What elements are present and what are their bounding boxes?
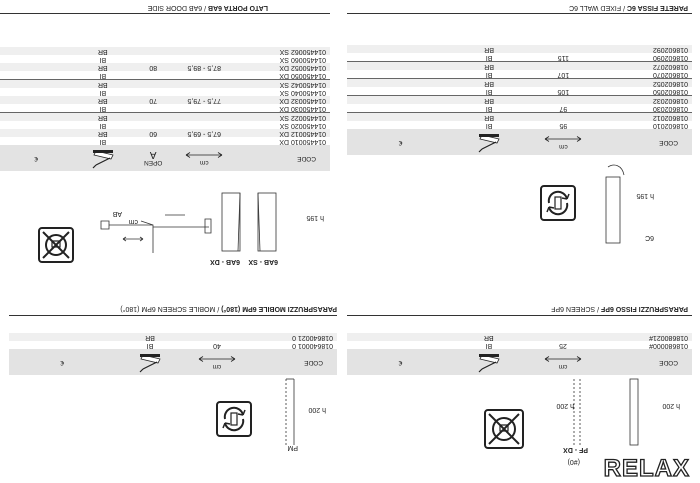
cell-code: 018680021#: [602, 333, 692, 341]
mobile-screen-drawing: [276, 367, 300, 449]
cell-code: 018640001 0: [249, 341, 337, 349]
cell-price: [347, 113, 454, 122]
cell-size: 77,5 - 79,5: [173, 96, 235, 104]
cell-code: 018602030: [603, 104, 692, 113]
cell-code: 014450012 DX: [235, 129, 330, 137]
cell-code: 014450052 DX: [235, 63, 330, 71]
cell-size: [173, 121, 235, 129]
table-row: [347, 333, 692, 341]
cell-size: 107: [524, 70, 603, 79]
door-height-label: h 195: [306, 214, 324, 221]
cell-code: 014450040 SX: [235, 88, 330, 96]
table-row: [0, 121, 330, 129]
cell-depth: 80: [133, 63, 173, 71]
cell-finish: BI: [454, 70, 524, 79]
finish-brush-icon: [476, 134, 502, 154]
table-row: [0, 104, 330, 113]
cell-price: [347, 45, 454, 53]
cell-code: 014450062 SX: [235, 47, 330, 55]
cell-code: 014450032 DX: [235, 96, 330, 104]
cell-price: [9, 341, 115, 349]
door-plan-drawing: [93, 195, 213, 255]
width-arrow-icon: [197, 357, 237, 363]
fixed-title-rule: [347, 13, 692, 14]
cell-size: 87,5 - 89,5: [173, 63, 235, 71]
table-row: [0, 137, 330, 145]
cell-size: 105: [524, 87, 603, 96]
cell-finish: BR: [454, 62, 524, 71]
mobile-title-rule: [9, 315, 337, 316]
cell-finish: BI: [454, 121, 524, 129]
cell-size: [173, 113, 235, 122]
cell-code: 014450042 SX: [235, 80, 330, 89]
cell-price: [347, 104, 454, 113]
no-cut-icon: [38, 227, 74, 263]
screen-title-rule: [347, 315, 692, 316]
table-row: [9, 341, 337, 349]
cell-finish: BR: [454, 113, 524, 122]
cell-code: 014450050 DX: [235, 71, 330, 80]
cell-finish: BR: [72, 63, 133, 71]
table-row: [347, 87, 692, 96]
door-side-title: LATO PORTA 6AB / 6AB DOOR SIDE: [147, 4, 268, 11]
col-finish: [115, 349, 184, 375]
cell-finish: BI: [454, 87, 524, 96]
col-open: OPEN A: [133, 145, 173, 171]
cell-size: [524, 113, 603, 122]
fixed-screen-drawing-b: [564, 369, 588, 449]
col-finish: [454, 349, 524, 375]
cell-depth: 70: [133, 96, 173, 104]
cell-code: 018602032: [603, 96, 692, 105]
cell-finish: BR: [454, 79, 524, 88]
table-row: [9, 333, 337, 341]
fixed-code-label: 6C: [645, 234, 654, 241]
cell-depth: [133, 88, 173, 96]
table-row: [0, 71, 330, 80]
door-sx-label: 6AB - SX: [248, 258, 278, 265]
table-row: [347, 341, 692, 349]
cell-size: [173, 55, 235, 63]
cell-finish: BR: [72, 96, 133, 104]
col-cm: cm: [185, 349, 250, 375]
col-code: CODE: [235, 145, 330, 171]
cell-depth: [133, 104, 173, 113]
cell-code: 018602050: [603, 87, 692, 96]
mobile-height-label: h 200: [308, 406, 326, 413]
cell-size: [173, 104, 235, 113]
cell-price: [0, 47, 72, 55]
table-header: [0, 145, 330, 171]
table-row: [0, 96, 330, 104]
cell-price: [0, 80, 72, 89]
col-finish: [454, 129, 524, 155]
table-row: [0, 47, 330, 55]
col-cm: cm: [524, 129, 603, 155]
table-row: [0, 55, 330, 63]
col-code: CODE: [603, 129, 692, 155]
screen-height-label-a: h 200: [662, 402, 680, 409]
col-euro: €: [9, 349, 115, 375]
cell-code: 014450030 DX: [235, 104, 330, 113]
width-arrow-icon: [543, 137, 583, 143]
table-row: [347, 96, 692, 105]
table-row: [347, 113, 692, 122]
cell-code: 018602090: [603, 53, 692, 62]
finish-brush-icon: [476, 354, 502, 374]
cell-size: [524, 79, 603, 88]
col-finish: [72, 145, 133, 171]
cell-finish: BI: [115, 341, 184, 349]
door-cm-label: cm: [128, 218, 138, 225]
cell-size: 25: [524, 341, 603, 349]
col-cm: cm: [173, 145, 235, 171]
cell-depth: [133, 80, 173, 89]
col-cm: cm: [524, 349, 603, 375]
cell-price: [347, 333, 454, 341]
cell-size: [173, 71, 235, 80]
cell-finish: BR: [454, 45, 524, 53]
cell-size: [173, 137, 235, 145]
table-row: [347, 70, 692, 79]
fixed-wall-table: [347, 45, 692, 155]
width-arrow-icon: [184, 153, 224, 159]
screen-height-label-b: h 200: [556, 402, 574, 409]
cell-finish: BI: [454, 104, 524, 113]
cell-depth: 60: [133, 129, 173, 137]
table-row: [347, 121, 692, 129]
no-cut-icon: [484, 409, 524, 449]
finish-brush-icon: [137, 354, 163, 374]
screen-note-label: (#0): [567, 458, 580, 465]
cell-price: [0, 71, 72, 80]
door-front-drawings: [200, 189, 280, 253]
cell-finish: BI: [72, 121, 133, 129]
cell-size: [524, 45, 603, 53]
table-row: [347, 62, 692, 71]
cell-price: [0, 137, 72, 145]
table-row: [0, 63, 330, 71]
cell-price: [347, 79, 454, 88]
cell-price: [347, 87, 454, 96]
cell-price: [0, 63, 72, 71]
brand-logo: RELAX: [603, 455, 690, 482]
cell-code: 018602010: [603, 121, 692, 129]
cell-depth: [133, 47, 173, 55]
cell-price: [347, 341, 454, 349]
cell-price: [0, 55, 72, 63]
cell-finish: BR: [454, 333, 524, 341]
cell-finish: BR: [72, 129, 133, 137]
cell-depth: [133, 113, 173, 122]
cell-price: [0, 96, 72, 104]
cell-price: [347, 121, 454, 129]
cell-code: 014450010 DX: [235, 137, 330, 145]
table-row: [0, 113, 330, 122]
fixed-screen-drawing-a: [620, 369, 644, 449]
table-row: [347, 104, 692, 113]
mobile-screen-title: PARASPRUZZI MOBILE 6PM (180°) / MOBILE SCREEN 6PM (180°): [120, 305, 337, 312]
fixed-height-label: h 195: [636, 192, 654, 199]
table-row: [347, 53, 692, 62]
cell-code: 018602012: [603, 113, 692, 122]
cell-depth: [133, 71, 173, 80]
cell-code: 014450060 SX: [235, 55, 330, 63]
cell-size: 40: [185, 341, 250, 349]
cell-price: [347, 96, 454, 105]
cell-finish: BR: [72, 47, 133, 55]
cell-depth: [133, 121, 173, 129]
cell-price: [0, 88, 72, 96]
cell-price: [0, 104, 72, 113]
cell-size: [185, 333, 250, 341]
table-row: [0, 129, 330, 137]
cell-size: [524, 96, 603, 105]
col-euro: €: [0, 145, 72, 171]
fixed-wall-drawing: [598, 159, 628, 249]
cell-finish: BI: [72, 88, 133, 96]
cell-price: [0, 121, 72, 129]
screen-pf-label: PF - DX: [563, 446, 588, 453]
cell-code: 018602092: [603, 45, 692, 53]
cell-finish: BR: [72, 80, 133, 89]
cell-finish: BI: [72, 137, 133, 145]
cell-finish: BI: [72, 71, 133, 80]
door-ab-label: AB: [112, 210, 122, 217]
cell-code: 018680000#: [602, 341, 692, 349]
door-title-rule: [0, 13, 330, 14]
cell-size: 67,5 - 69,5: [173, 129, 235, 137]
finish-brush-icon: [90, 150, 116, 170]
cell-price: [347, 70, 454, 79]
cell-size: [173, 80, 235, 89]
table-header: [347, 129, 692, 155]
cell-size: 115: [524, 53, 603, 62]
cell-code: 014450020 SX: [235, 121, 330, 129]
cell-code: 014450022 SX: [235, 113, 330, 122]
cell-price: [0, 129, 72, 137]
cell-size: 97: [524, 104, 603, 113]
cell-finish: BR: [72, 113, 133, 122]
col-code: CODE: [249, 349, 337, 375]
cell-price: [0, 113, 72, 122]
cell-depth: [133, 137, 173, 145]
cell-code: 018640021 0: [249, 333, 337, 341]
cell-depth: [133, 55, 173, 63]
cell-size: [173, 47, 235, 55]
door-dx-label: 6AB - DX: [210, 258, 240, 265]
cell-code: 018602070: [603, 70, 692, 79]
cell-finish: BR: [115, 333, 184, 341]
table-row: [0, 88, 330, 96]
table-row: [347, 79, 692, 88]
col-euro: €: [347, 129, 454, 155]
table-row: [347, 45, 692, 53]
width-arrow-icon: [543, 357, 583, 363]
fixed-wall-title: PARETE FISSA 6C / FIXED WALL 6C: [569, 4, 688, 11]
cell-finish: BI: [72, 104, 133, 113]
cell-code: 018602072: [603, 62, 692, 71]
door-side-table: [0, 47, 330, 171]
cell-finish: BR: [454, 96, 524, 105]
col-code: CODE: [602, 349, 692, 375]
reversible-icon: [540, 185, 576, 221]
cell-finish: BI: [72, 55, 133, 63]
cell-code: 018602052: [603, 79, 692, 88]
cell-price: [347, 53, 454, 62]
fixed-screen-title: PARASPRUZZI FISSO 6PF / SCREEN 6PF: [551, 305, 688, 312]
cell-price: [9, 333, 115, 341]
cell-price: [347, 62, 454, 71]
cell-finish: BI: [454, 341, 524, 349]
mobile-code-label: PM: [287, 444, 298, 451]
cell-size: [524, 333, 603, 341]
cell-size: [173, 88, 235, 96]
reversible-icon: [216, 401, 252, 437]
table-row: [0, 80, 330, 89]
cell-finish: BI: [454, 53, 524, 62]
cell-size: 95: [524, 121, 603, 129]
col-euro: €: [347, 349, 454, 375]
cell-size: [524, 62, 603, 71]
